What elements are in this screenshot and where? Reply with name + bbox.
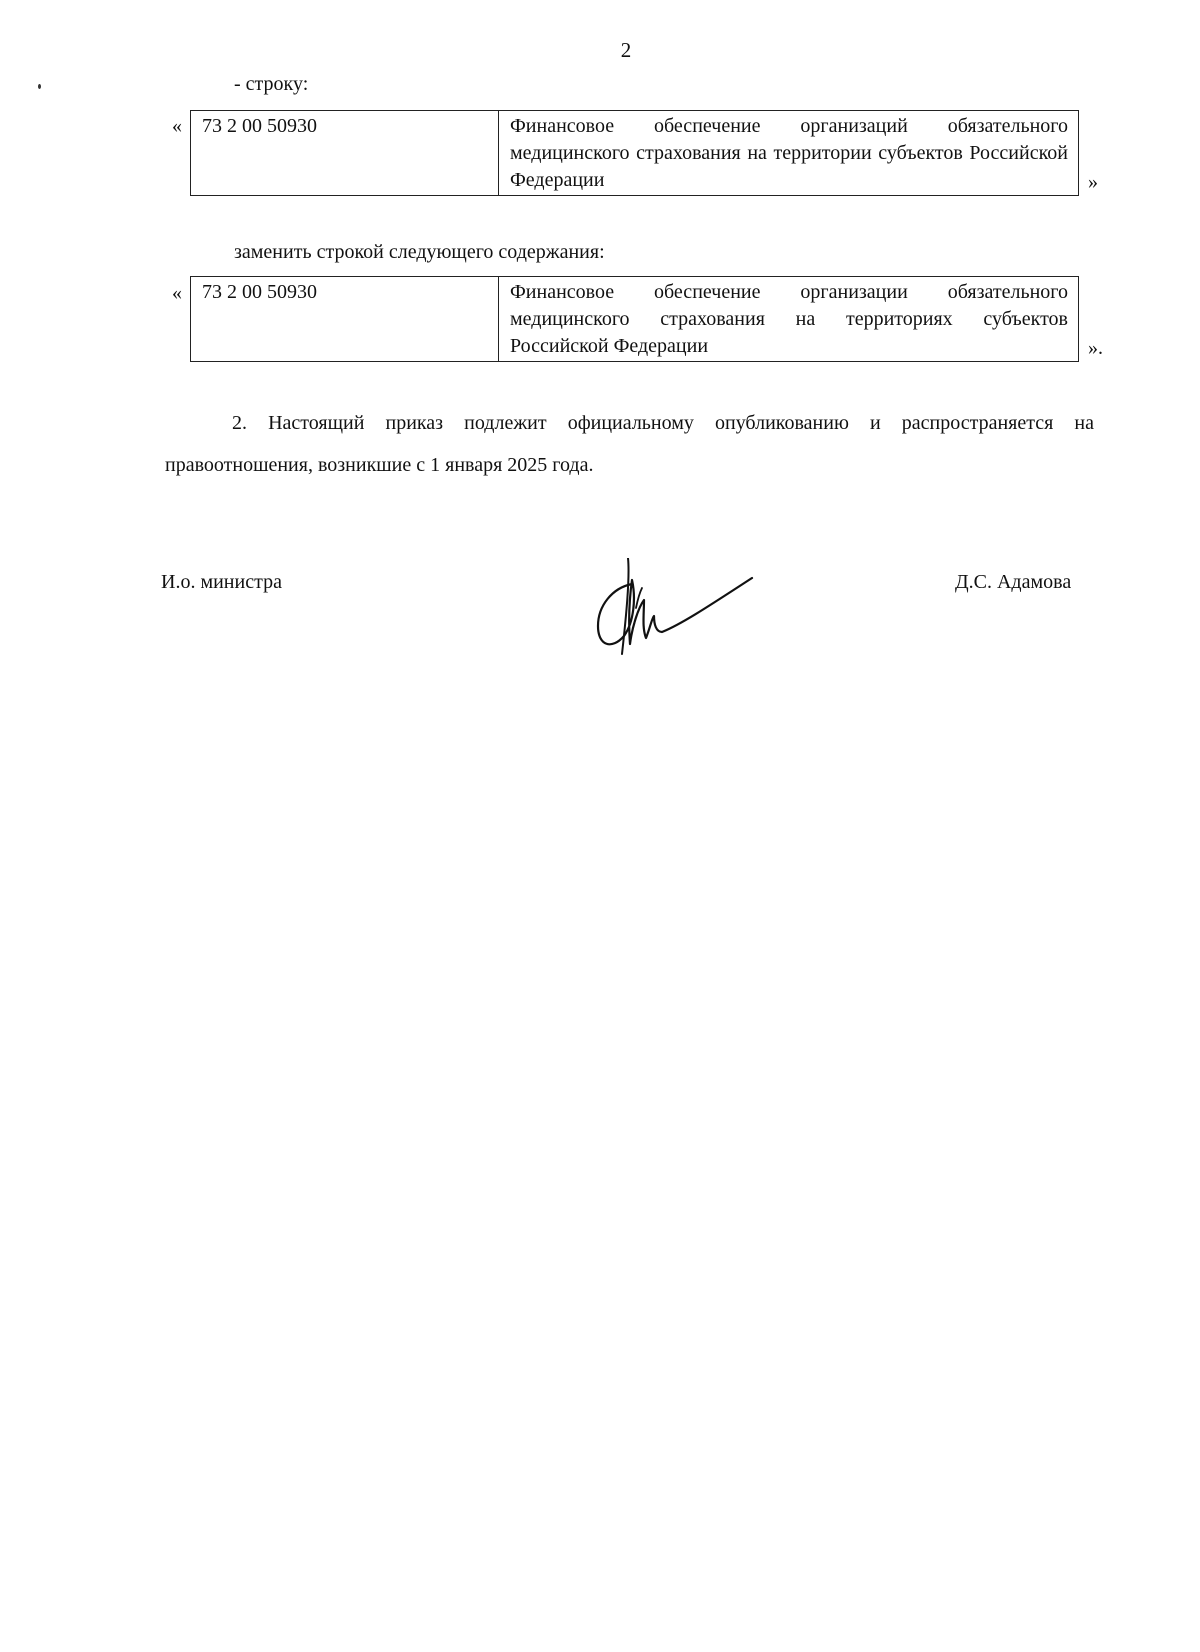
first-block-lead: - строку: (234, 73, 309, 95)
description-cell: Финансовое обеспечение организаций обязательного медицинского страхования на территории субъектов Российской Федерации (499, 111, 1079, 196)
first-block-open-quote: « (172, 115, 182, 137)
paragraph-2: 2. Настоящий приказ подлежит официальному опубликованию и распространяется на правоотношения, возникшие с 1 января 2025 года. (165, 412, 1094, 476)
scan-speck (38, 84, 41, 89)
second-block-close-quote: ». (1088, 337, 1103, 359)
code-cell: 73 2 00 50930 (191, 277, 499, 362)
page-number: 2 (620, 38, 632, 62)
description-cell: Финансовое обеспечение организации обязательного медицинского страхования на территориях субъектов Российской Федерации (499, 277, 1079, 362)
code-cell: 73 2 00 50930 (191, 111, 499, 196)
handwritten-signature (592, 558, 762, 668)
first-block-table (190, 110, 1079, 196)
signatory-name: Д.С. Адамова (955, 571, 1072, 593)
second-block-open-quote: « (172, 282, 182, 304)
table-row (191, 277, 1079, 362)
second-block-lead: заменить строкой следующего содержания: (234, 241, 605, 263)
second-block-table (190, 276, 1079, 362)
table-row (191, 111, 1079, 196)
first-block-close-quote: » (1088, 171, 1098, 193)
signatory-position: И.о. министра (161, 571, 282, 593)
